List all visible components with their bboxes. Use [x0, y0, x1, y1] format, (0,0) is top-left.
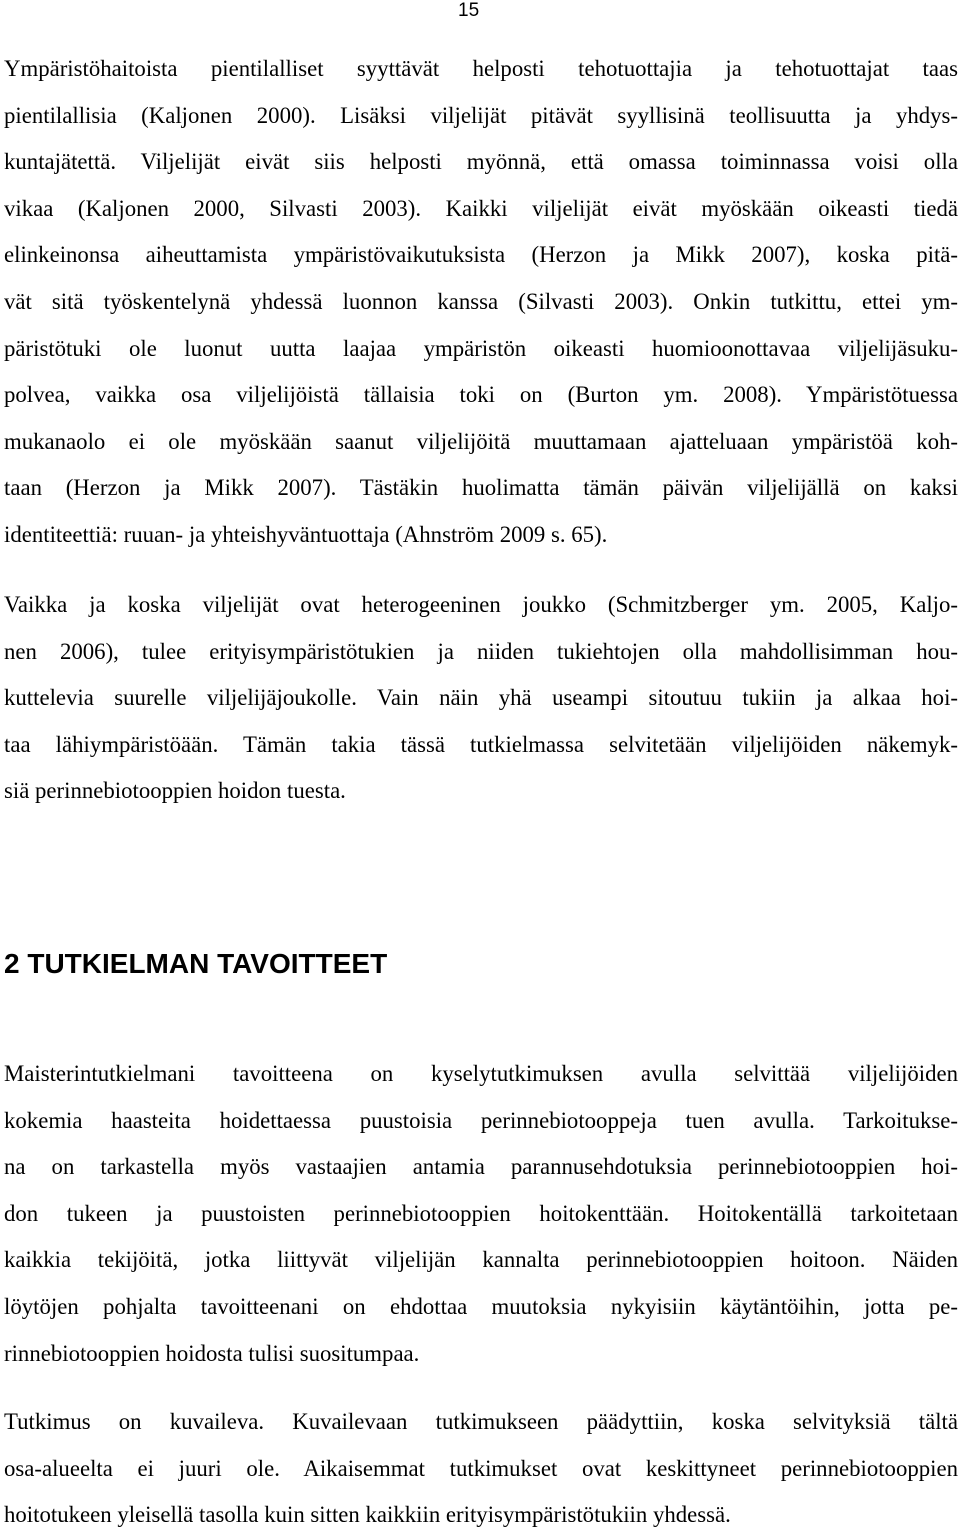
paragraph-heterogeneous-farmers: [4, 582, 958, 815]
text-line: vikaa (Kaljonen 2000, Silvasti 2003). Kaikki viljelijät eivät myöskään oikeasti tiedä: [4, 195, 958, 221]
section-heading: 2 TUTKIELMAN TAVOITTEET: [4, 948, 388, 979]
text-line: päristötuki ole luonut uutta laajaa ympäristön oikeasti huomioonottavaa viljelijäsuku-: [4, 335, 958, 361]
text-line: elinkeinonsa aiheuttamista ympäristövaikutuksista (Herzon ja Mikk 2007), koska pitä-: [4, 242, 958, 268]
text-line: vät sitä työskentelynä yhdessä luonnon kanssa (Silvasti 2003). Onkin tutkittu, ettei ym-: [4, 288, 958, 314]
text-line: rinnebiotooppien hoidosta tulisi suositumpaa.: [4, 1340, 420, 1366]
text-line: mukanaolo ei ole myöskään saanut viljelijöitä muuttamaan ajatteluaan ympäristöä koh-: [4, 428, 958, 454]
text-line: na on tarkastella myös vastaajien antamia parannusehdotuksia perinnebiotooppien hoi-: [4, 1154, 958, 1180]
text-line: identiteettiä: ruuan- ja yhteishyväntuottaja (Ahnström 2009 s. 65).: [4, 521, 608, 547]
text-line: kuttelevia suurelle viljelijäjoukolle. Vain näin yhä useampi sitoutuu tukiin ja alkaa hoi-: [4, 685, 958, 711]
paragraph-environmental-blame: [4, 46, 958, 559]
text-line: kokemia haasteita hoidettaessa puustoisia perinnebiotooppeja tuen avulla. Tarkoitukse-: [4, 1107, 958, 1133]
text-line: taan (Herzon ja Mikk 2007). Tästäkin huolimatta tämän päivän viljelijällä on kaksi: [4, 475, 958, 501]
text-line: hoitotukeen yleisellä tasolla kuin sitten kaikkiin erityisympäristötukiin yhdessä.: [4, 1502, 731, 1528]
text-line: polvea, vaikka osa viljelijöistä tällaisia toki on (Burton ym. 2008). Ympäristötuessa: [4, 382, 958, 408]
paragraph-descriptive-study: [4, 1399, 958, 1539]
text-line: Ympäristöhaitoista pientilalliset syyttävät helposti tehotuottajia ja tehotuottajat taas: [4, 56, 958, 81]
text-line: kuntajätettä. Viljelijät eivät siis helposti myönnä, että omassa toiminnassa voisi olla: [4, 149, 958, 175]
text-line: don tukeen ja puustoisten perinnebiotooppien hoitokenttään. Hoitokentällä tarkoitetaan: [4, 1200, 958, 1226]
text-line: Maisterintutkielmani tavoitteena on kyselytutkimuksen avulla selvittää viljelijöiden: [4, 1061, 958, 1086]
text-line: löytöjen pohjalta tavoitteenani on ehdottaa muutoksia nykyisiin käytäntöihin, jotta pe-: [4, 1293, 958, 1319]
text-line: Vaikka ja koska viljelijät ovat heterogeeninen joukko (Schmitzberger ym. 2005, Kaljo-: [4, 592, 958, 617]
text-line: kaikkia tekijöitä, jotka liittyvät viljelijän kannalta perinnebiotooppien hoitoon. Näiden: [4, 1247, 958, 1273]
text-line: nen 2006), tulee erityisympäristötukien ja niiden tukiehtojen olla mahdollisimman hou-: [4, 638, 958, 664]
text-line: pientilallisia (Kaljonen 2000). Lisäksi viljelijät pitävät syyllisinä teollisuutta ja yhdys-: [4, 102, 958, 128]
paragraph-thesis-goals: [4, 1051, 958, 1377]
page-number: 15: [458, 0, 480, 21]
text-line: osa-alueelta ei juuri ole. Aikaisemmat tutkimukset ovat keskittyneet perinnebiotooppien: [4, 1455, 958, 1481]
text-line: Tutkimus on kuvaileva. Kuvailevaan tutkimukseen päädyttiin, koska selvityksiä tältä: [4, 1409, 958, 1434]
text-line: siä perinnebiotooppien hoidon tuesta.: [4, 778, 346, 804]
text-line: taa lähiympäristöään. Tämän takia tässä tutkielmassa selvitetään viljelijöiden näkemyk-: [4, 731, 958, 757]
